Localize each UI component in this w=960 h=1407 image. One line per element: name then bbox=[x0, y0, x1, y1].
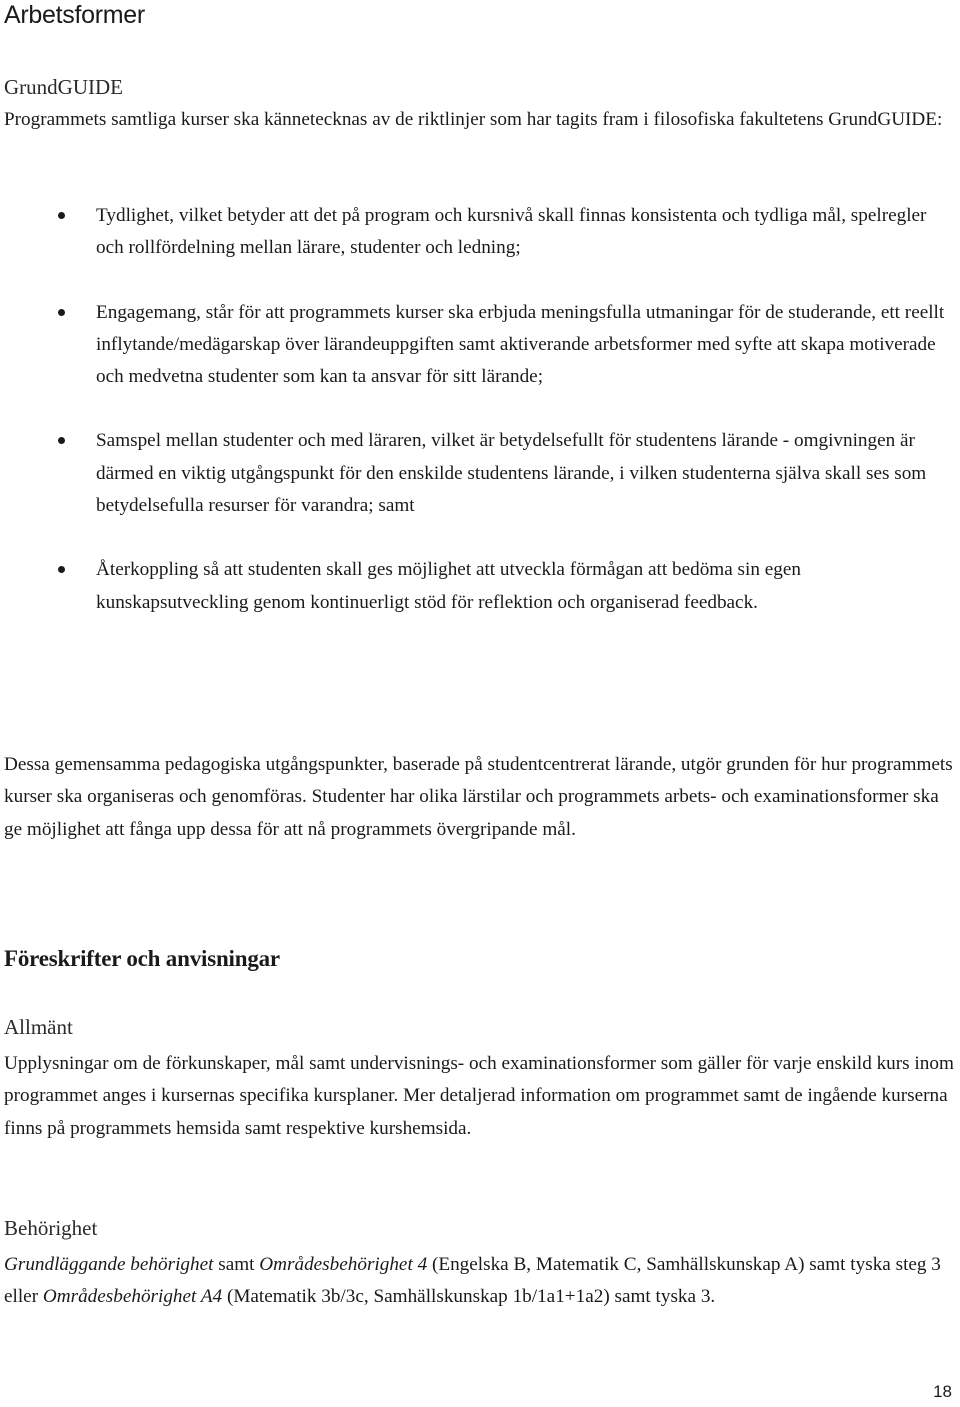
behorighet-text-3: (Matematik 3b/3c, Samhällskunskap 1b/1a1+1a2) samt tyska 3. bbox=[222, 1286, 716, 1308]
foreskrifter-title: Föreskrifter och anvisningar bbox=[4, 946, 280, 971]
behorighet-heading: Behörighet bbox=[4, 1216, 98, 1240]
bullet-icon bbox=[58, 309, 65, 316]
page-number: 18 bbox=[933, 1382, 952, 1401]
behorighet-text-2: (Engelska B, Matematik C, Samhällskunskap A) samt tyska steg 3 eller bbox=[4, 1254, 941, 1308]
bullet-text: Återkoppling så att studenten skall ges möjlighet att utveckla förmågan att bedöma sin egen kunskapsutveckling genom kontinuerligt stöd för reflektion och organiserad feedback. bbox=[96, 559, 801, 613]
list-item bbox=[0, 297, 956, 394]
section-title: Arbetsformer bbox=[4, 1, 145, 29]
grundguide-closing: Dessa gemensamma pedagogiska utgångspunkter, baserade på studentcentrerat lärande, utgör grunden för hur programmets kurser ska organiseras och genomföras. Studenter har olika lärstilar och programmets arbets- och examinationsformer ska ge möjlighet att fånga upp dessa för att nå programmets övergripande mål. bbox=[4, 754, 953, 840]
list-item bbox=[0, 200, 956, 265]
behorighet-em-1: Grundläggande behörighet bbox=[4, 1254, 214, 1275]
bullet-text: Samspel mellan studenter och med läraren, vilket är betydelsefullt för studentens lärande - omgivningen är därmed en viktig utgångspunkt för den enskilde studentens lärande, i vilken studenterna själva skall ses som betydelsefulla resurser för varandra; samt bbox=[96, 430, 927, 517]
allmant-text: Upplysningar om de förkunskaper, mål samt undervisnings- och examinationsformer som gäller för varje enskild kurs inom programmet anges i kursernas specifika kursplaner. Mer detaljerad information om programmet samt de ingående kurserna finns på programmets hemsida samt respektive kurshemsida. bbox=[4, 1053, 954, 1139]
grundguide-intro: Programmets samtliga kurser ska kännetecknas av de riktlinjer som har tagits fram i filosofiska fakultetens GrundGUIDE: bbox=[4, 109, 943, 130]
grundguide-heading: GrundGUIDE bbox=[4, 75, 123, 99]
grundguide-bullet-list bbox=[0, 200, 960, 619]
behorighet-em-2: Områdesbehörighet 4 bbox=[259, 1254, 428, 1275]
bullet-icon bbox=[58, 437, 65, 444]
list-item bbox=[0, 425, 956, 522]
list-item bbox=[0, 554, 956, 619]
behorighet-em-3: Områdesbehörighet A4 bbox=[42, 1286, 223, 1308]
bullet-text: Tydlighet, vilket betyder att det på program och kursnivå skall finnas konsistenta och tydliga mål, spelregler och rollfördelning mellan lärare, studenter och ledning; bbox=[96, 205, 927, 259]
behorighet-text-1: samt bbox=[213, 1254, 260, 1275]
allmant-heading: Allmänt bbox=[4, 1015, 73, 1039]
bullet-icon bbox=[58, 566, 65, 573]
bullet-icon bbox=[58, 212, 65, 219]
behorighet-text bbox=[4, 1249, 956, 1314]
bullet-text: Engagemang, står för att programmets kurser ska erbjuda meningsfulla utmaningar för de studerande, ett reellt inflytande/medägarskap över lärandeuppgiften samt aktiverande arbetsformer med syfte att skapa motiverade och medvetna studenter som kan ta ansvar för sitt lärande; bbox=[96, 301, 945, 388]
